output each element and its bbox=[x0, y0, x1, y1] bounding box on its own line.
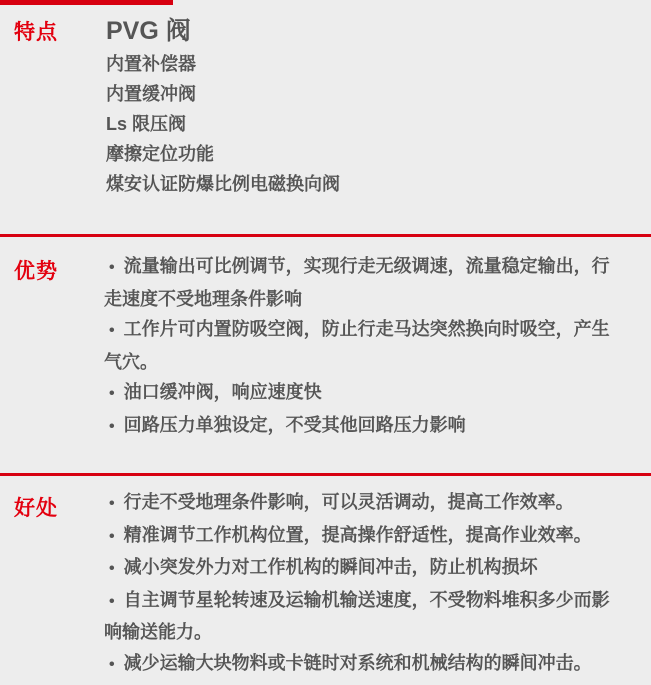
section-divider bbox=[0, 473, 651, 476]
bullet-icon: • bbox=[109, 495, 115, 512]
feature-item: 煤安认证防爆比例电磁换向阀 bbox=[106, 174, 340, 194]
advantage-item bbox=[104, 377, 612, 410]
advantage-text: 油口缓冲阀，响应速度快 bbox=[123, 382, 322, 402]
feature-list bbox=[106, 49, 340, 199]
feature-item: 内置补偿器 bbox=[106, 54, 196, 74]
bullet-icon: • bbox=[109, 417, 115, 435]
benefit-item bbox=[104, 585, 616, 648]
bullet-icon: • bbox=[109, 655, 115, 673]
benefit-text: 精准调节工作机构位置，提高操作舒适性，提高作业效率。 bbox=[123, 524, 592, 545]
benefit-text: 行走不受地理条件影响，可以灵活调动，提高工作效率。 bbox=[123, 492, 574, 512]
benefit-text: 减小突发外力对工作机构的瞬间冲击，防止机构损坏 bbox=[123, 557, 538, 577]
benefit-text: 自主调节星轮转速及运输机输送速度，不受物料堆积多少而影响输送能力。 bbox=[104, 589, 610, 642]
advantage-text: 流量输出可比例调节，实现行走无级调速，流量稳定输出，行走速度不受地理条件影响 bbox=[104, 256, 610, 309]
section-label-advantages: 优势 bbox=[14, 260, 58, 283]
feature-item: 内置缓冲阀 bbox=[106, 84, 196, 104]
advantage-text: 回路压力单独设定，不受其他回路压力影响 bbox=[123, 414, 466, 435]
feature-item: Ls 限压阀 bbox=[106, 114, 187, 134]
advantage-item bbox=[104, 410, 612, 443]
feature-item: 摩擦定位功能 bbox=[106, 144, 214, 164]
advantage-text: 工作片可内置防吸空阀，防止行走马达突然换向时吸空，产生气穴。 bbox=[104, 319, 610, 372]
section-label-features: 特点 bbox=[14, 21, 58, 44]
bullet-icon: • bbox=[109, 322, 115, 339]
benefit-item bbox=[104, 648, 616, 681]
bullet-icon: • bbox=[109, 259, 115, 276]
benefit-item bbox=[104, 520, 616, 553]
top-accent-bar bbox=[0, 0, 173, 5]
advantage-item bbox=[104, 251, 612, 314]
advantage-list bbox=[104, 251, 612, 442]
product-title: PVG 阀 bbox=[106, 17, 191, 45]
section-divider bbox=[0, 234, 651, 237]
section-label-benefits: 好处 bbox=[14, 497, 58, 520]
bullet-icon: • bbox=[109, 527, 115, 545]
bullet-icon: • bbox=[109, 385, 115, 402]
advantage-item bbox=[104, 314, 612, 377]
benefit-item bbox=[104, 487, 616, 520]
benefit-text: 减少运输大块物料或卡链时对系统和机械结构的瞬间冲击。 bbox=[123, 652, 592, 673]
benefit-item bbox=[104, 552, 616, 585]
bullet-icon: • bbox=[109, 560, 115, 577]
bullet-icon: • bbox=[109, 592, 115, 610]
benefit-list bbox=[104, 487, 616, 680]
